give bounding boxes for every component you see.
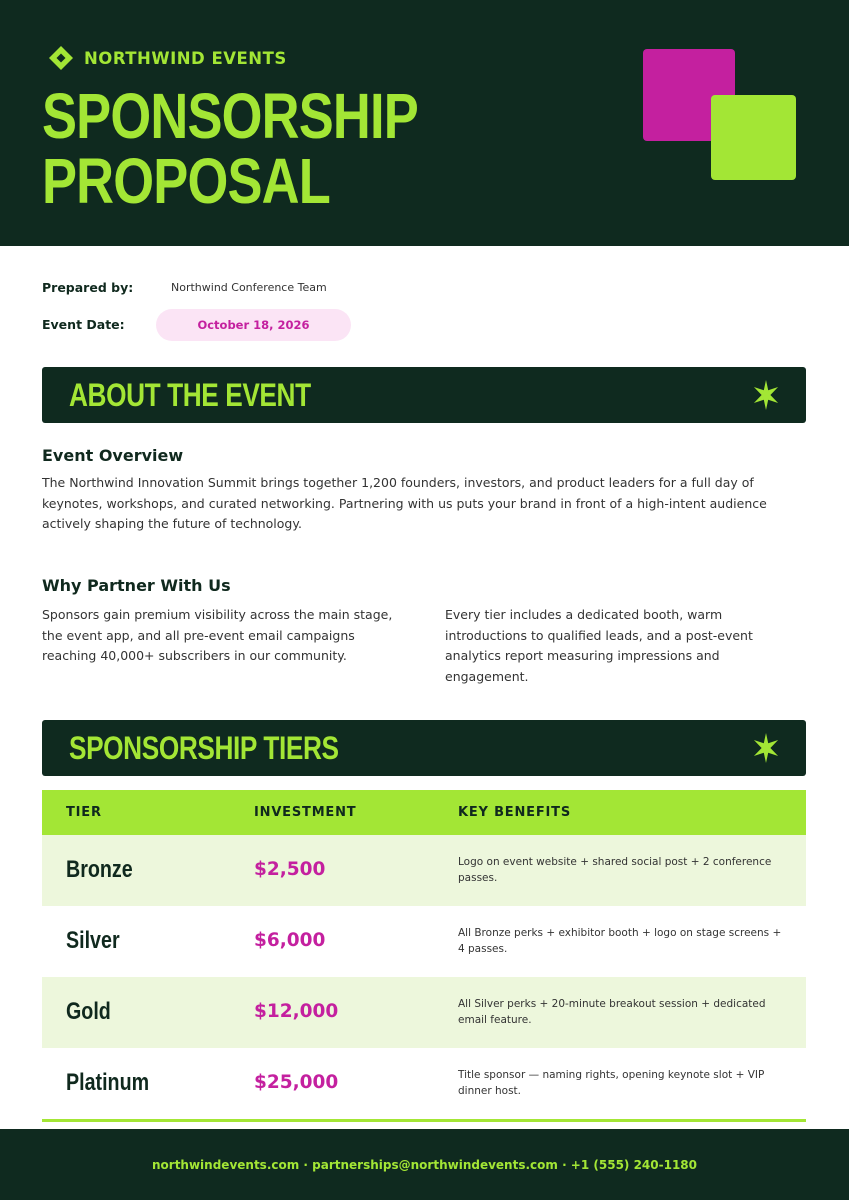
table-row [42, 977, 806, 1048]
tier-benefits: Title sponsor — naming rights, opening keynote slot + VIP dinner host. [458, 1069, 765, 1097]
decor-square-lime [711, 95, 796, 180]
event-overview-heading: Event Overview [42, 446, 184, 465]
why-partner-left-text: Sponsors gain premium visibility across the main stage, the event app, and all pre-event email campaigns reaching 40,000+ subscribers in our community. [42, 607, 393, 663]
tier-benefits: All Bronze perks + exhibitor booth + logo on stage screens + 4 passes. [458, 927, 782, 955]
brand-name: NORTHWIND EVENTS [84, 48, 287, 68]
title-line-1: SPONSORSHIP [42, 80, 418, 152]
column-header-investment: INVESTMENT [254, 805, 357, 820]
footer [0, 1129, 849, 1200]
table-bottom-rule [42, 1119, 806, 1122]
table-header [42, 790, 806, 835]
brand [48, 45, 287, 71]
title-line-2: PROPOSAL [42, 145, 330, 217]
event-overview-text: The Northwind Innovation Summit brings together 1,200 founders, investors, and product leaders for a full day of keynotes, workshops, and curated networking. Partnering with us puts your brand in front of a high-intent audience actively shaping the future of technology. [42, 475, 767, 531]
prepared-by-value: Northwind Conference Team [171, 281, 327, 294]
footer-contact: northwindevents.com · partnerships@northwindevents.com · +1 (555) 240-1180 [151, 1157, 698, 1172]
tier-name: Platinum [66, 1069, 150, 1096]
prepared-by-label: Prepared by: [42, 280, 134, 295]
table-row [42, 906, 806, 977]
column-header-tier: TIER [66, 805, 102, 820]
tier-price: $25,000 [254, 1072, 339, 1093]
tier-price: $6,000 [254, 930, 326, 951]
event-date-pill: October 18, 2026 [156, 309, 351, 341]
column-header-benefits: KEY BENEFITS [458, 805, 571, 820]
page-title [42, 80, 418, 217]
diamond-icon [48, 45, 74, 71]
about-section-bar [42, 367, 806, 423]
tier-benefits: All Silver perks + 20-minute breakout session + dedicated email feature. [458, 998, 766, 1026]
tier-price: $12,000 [254, 1001, 339, 1022]
tiers-section-title: SPONSORSHIP TIERS [69, 730, 339, 766]
tier-price: $2,500 [254, 859, 326, 880]
table-row [42, 1048, 806, 1119]
star-icon [752, 733, 780, 763]
tiers-table [42, 790, 806, 1122]
about-section-title: ABOUT THE EVENT [69, 377, 311, 413]
tier-name: Bronze [66, 856, 133, 883]
tier-name: Silver [66, 927, 120, 954]
event-date-label: Event Date: [42, 317, 125, 332]
table-row [42, 835, 806, 906]
header [0, 0, 849, 246]
why-partner-right-text: Every tier includes a dedicated booth, warm introductions to qualified leads, and a post-event analytics report measuring impressions and engagement. [445, 607, 753, 684]
star-icon [752, 380, 780, 410]
tiers-section-bar [42, 720, 806, 776]
tier-benefits: Logo on event website + shared social post + 2 conference passes. [458, 856, 772, 884]
why-partner-heading: Why Partner With Us [42, 576, 231, 595]
tier-name: Gold [66, 998, 111, 1025]
